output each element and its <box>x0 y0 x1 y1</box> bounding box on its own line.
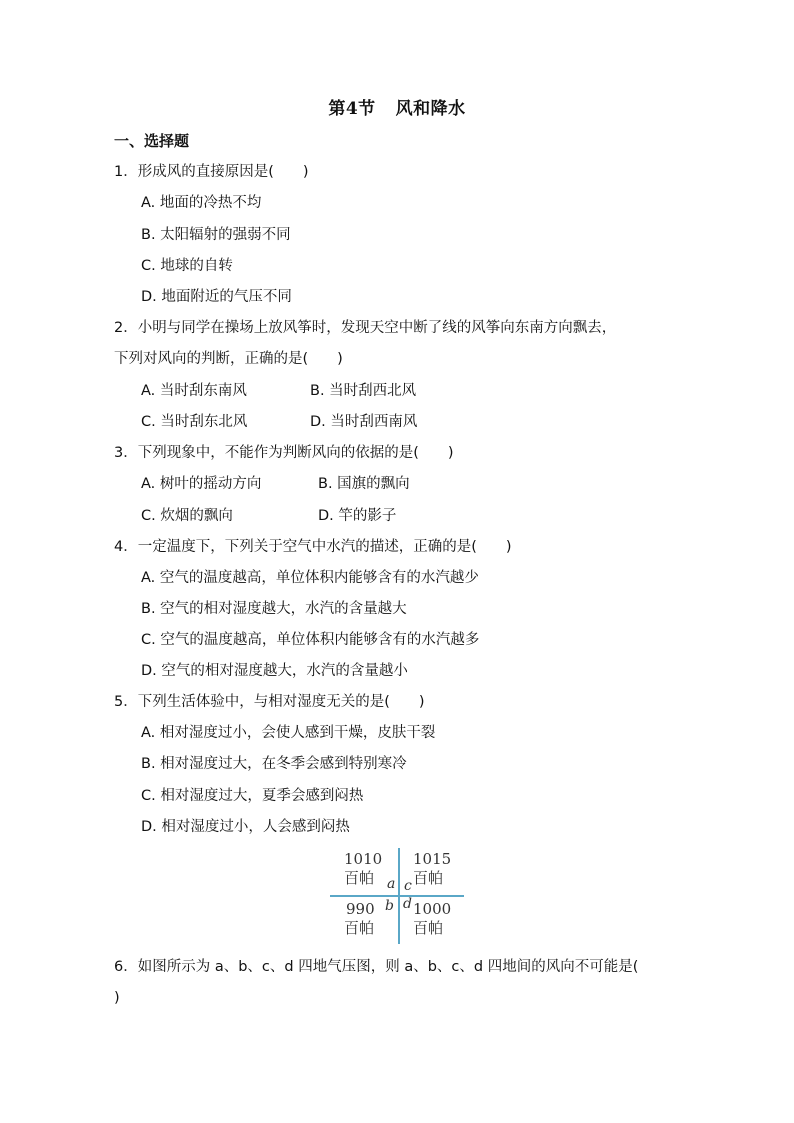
point-label-d: d <box>403 896 412 912</box>
question-3-option-b: B. 国旗的飘向 <box>318 476 410 492</box>
point-label-c: c <box>404 878 412 894</box>
pressure-value-bottom-right: 1000 <box>413 900 452 918</box>
question-2-stem-line1: 2．小明与同学在操场上放风筝时，发现天空中断了线的风筝向东南方向飘去， <box>114 320 617 336</box>
section-heading: 一、选择题 <box>114 132 190 150</box>
question-5-option-a: A. 相对湿度过小，会使人感到干燥，皮肤干裂 <box>141 725 436 741</box>
question-5-option-d: D. 相对湿度过小，人会感到闷热 <box>141 819 350 835</box>
question-5-stem: 5．下列生活体验中，与相对湿度无关的是( ) <box>114 694 425 710</box>
pressure-unit-top-left: 百帕 <box>344 869 375 887</box>
pressure-diagram <box>330 848 464 944</box>
pressure-value-top-left: 1010 <box>344 850 383 868</box>
question-2-option-c: C. 当时刮东北风 <box>141 414 248 430</box>
section-number: 第4节 <box>328 99 376 119</box>
pressure-unit-bottom-right: 百帕 <box>413 919 444 937</box>
question-3-option-c: C. 炊烟的飘向 <box>141 508 233 524</box>
question-2-option-d: D. 当时刮西南风 <box>310 414 418 430</box>
question-1-stem: 1．形成风的直接原因是( ) <box>114 164 309 180</box>
question-1-option-d: D. 地面附近的气压不同 <box>141 289 292 305</box>
question-4-option-c: C. 空气的温度越高，单位体积内能够含有的水汽越多 <box>141 632 480 648</box>
question-3-option-d: D. 竿的影子 <box>318 508 397 524</box>
question-4-option-b: B. 空气的相对湿度越大，水汽的含量越大 <box>141 601 407 617</box>
question-2-option-a: A. 当时刮东南风 <box>141 383 247 399</box>
question-4-option-d: D. 空气的相对湿度越大，水汽的含量越小 <box>141 663 408 679</box>
question-4-option-a: A. 空气的温度越高，单位体积内能够含有的水汽越少 <box>141 570 479 586</box>
diagram-vertical-axis <box>398 848 400 944</box>
question-3-stem: 3．下列现象中，不能作为判断风向的依据的是( ) <box>114 445 454 461</box>
question-2-stem-line2: 下列对风向的判断，正确的是( ) <box>114 351 343 367</box>
question-6-stem-line1: 6．如图所示为 a、b、c、d 四地气压图，则 a、b、c、d 四地间的风向不可能是( <box>114 959 639 975</box>
point-label-b: b <box>385 898 394 914</box>
question-1-option-c: C. 地球的自转 <box>141 258 233 274</box>
question-5-option-b: B. 相对湿度过大，在冬季会感到特别寒冷 <box>141 756 407 772</box>
question-5-option-c: C. 相对湿度过大，夏季会感到闷热 <box>141 788 364 804</box>
question-1-option-b: B. 太阳辐射的强弱不同 <box>141 227 291 243</box>
question-4-stem: 4．一定温度下，下列关于空气中水汽的描述，正确的是( ) <box>114 539 512 555</box>
diagram-horizontal-axis <box>330 895 464 897</box>
question-1-option-a: A. 地面的冷热不均 <box>141 195 262 211</box>
pressure-unit-bottom-left: 百帕 <box>344 919 375 937</box>
page-title <box>0 94 794 119</box>
pressure-unit-top-right: 百帕 <box>413 869 444 887</box>
pressure-value-bottom-left: 990 <box>346 900 375 918</box>
point-label-a: a <box>387 876 396 892</box>
question-3-option-a: A. 树叶的摇动方向 <box>141 476 262 492</box>
section-name: 风和降水 <box>395 99 466 119</box>
question-2-option-b: B. 当时刮西北风 <box>310 383 417 399</box>
question-6-stem-line2: ) <box>114 990 120 1006</box>
pressure-value-top-right: 1015 <box>413 850 452 868</box>
